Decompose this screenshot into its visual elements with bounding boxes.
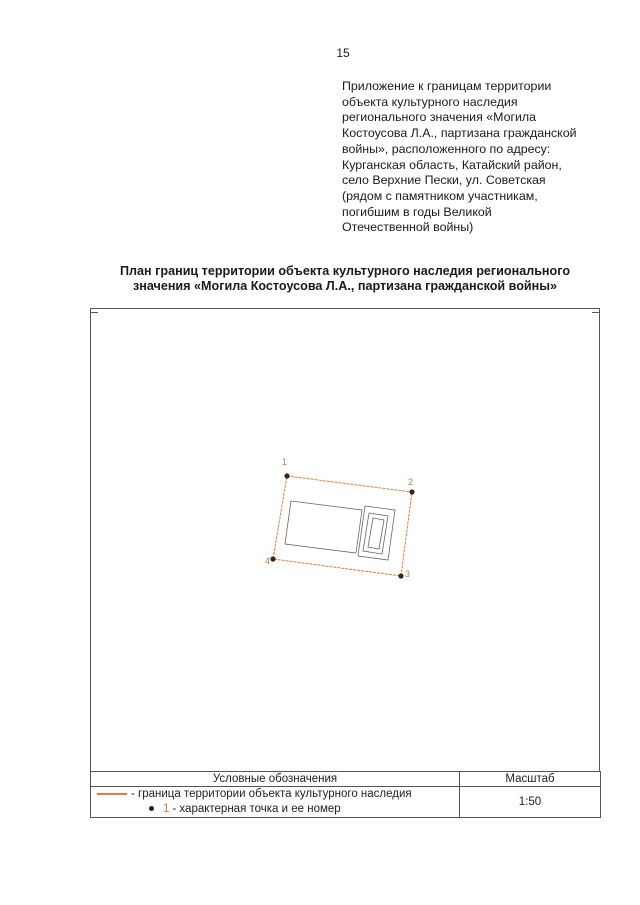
grave-outline [285, 501, 395, 560]
point-dot-symbol [149, 806, 154, 811]
annex-line: Приложение к границам территории [342, 79, 552, 93]
monument-middle-outline [363, 513, 388, 554]
point-label-2: 2 [408, 477, 414, 487]
legend-point-text: - характерная точка и ее номер [172, 803, 341, 815]
monument-inner-outline [368, 518, 384, 549]
point-label-1: 1 [282, 457, 288, 467]
annex-line: (рядом с памятником участникам, [342, 188, 538, 203]
plan-title-line: План границ территории объекта культурного наследия регионального [119, 264, 571, 278]
annex-line: Костоусова Л.А., партизана гражданской [342, 126, 577, 141]
annex-note [342, 79, 610, 236]
territory-boundary [273, 476, 412, 576]
annex-line: объекта культурного наследия [342, 94, 518, 109]
legend-boundary-text: - граница территории объекта культурного наследия [131, 788, 412, 800]
legend-header: Условные обозначения [91, 772, 460, 787]
grave-mound-outline [285, 501, 362, 553]
plan-title-line: значения «Могила Костоусова Л.А., партизана гражданской войны» [132, 279, 558, 293]
scale-value: 1:50 [460, 787, 601, 818]
annex-line: село Верхние Пески, ул. Советская [342, 173, 546, 188]
legend-table [90, 771, 601, 818]
legend-boundary-row [91, 787, 459, 802]
legend-point-number: 1 [163, 803, 170, 815]
scale-header: Масштаб [460, 772, 601, 787]
orange-dashed-line-symbol [97, 793, 127, 795]
legend-entries [91, 787, 460, 818]
point-label-3: 3 [405, 569, 411, 579]
annex-line: войны», расположенного по адресу: [342, 141, 551, 156]
page-number: 15 [336, 46, 350, 60]
annex-line: Курганская область, Катайский район, [342, 157, 562, 172]
boundary-point-1 [284, 473, 289, 478]
boundary-point-2 [409, 489, 414, 494]
annex-line: регионального значения «Могила [342, 110, 537, 125]
annex-line: Отечественной войны) [342, 220, 474, 235]
point-label-4: 4 [265, 556, 271, 566]
legend-point-row [91, 802, 459, 817]
boundary-point-4 [270, 556, 275, 561]
plan-title [60, 264, 630, 294]
annex-line: погибшим в годы Великой [342, 204, 492, 219]
boundary-point-3 [398, 573, 403, 578]
site-plan-drawing [90, 308, 600, 772]
